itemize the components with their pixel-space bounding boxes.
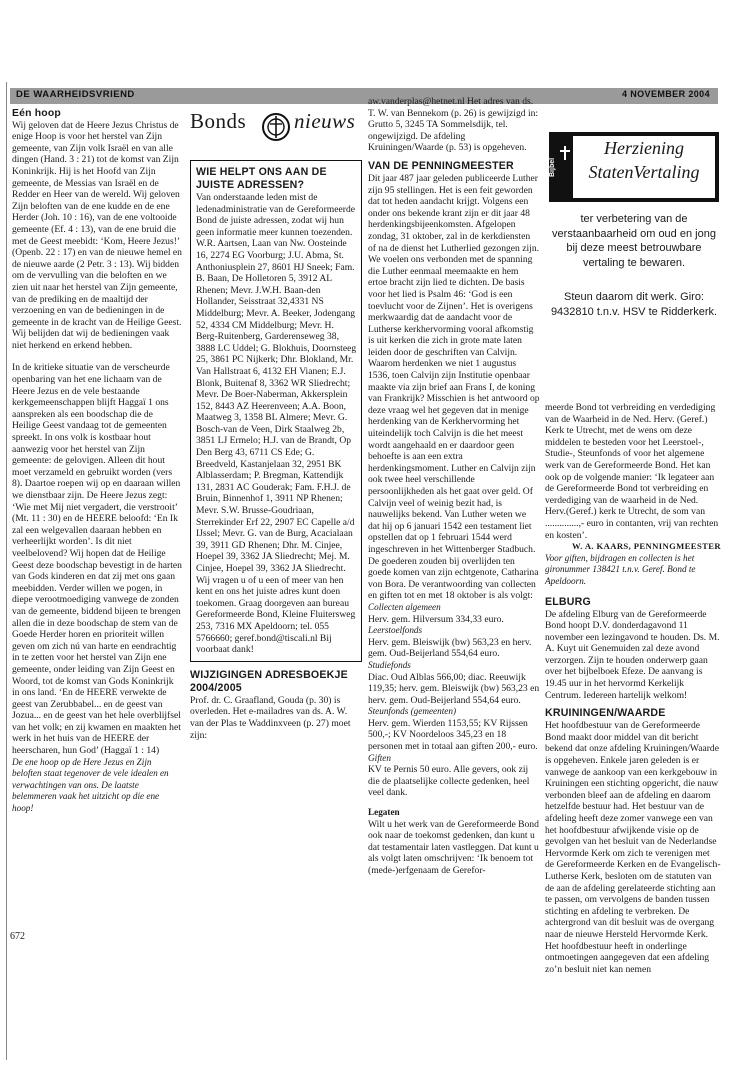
advert-title-line2: StatenVertaling xyxy=(588,162,700,182)
column-een-hoop xyxy=(12,108,182,820)
giro-note: Voor giften, bijdragen en collecten is het gironummer 138421 t.n.v. Geref. Bond te Apeldoorn. xyxy=(545,552,696,586)
signature-role: PENNINGMEESTER xyxy=(633,541,721,552)
section-title: VAN DE PENNINGMEESTER xyxy=(368,159,514,172)
issue-date: 4 NOVEMBER 2004 xyxy=(621,89,710,99)
publication-name: DE WAARHEIDSVRIEND xyxy=(16,89,135,100)
bond-logo-icon xyxy=(261,112,291,142)
fund-label: Studiefonds xyxy=(368,659,411,670)
fund-text: Diac. Oud Alblas 566,00; diac. Reeuwijk 119,35; herv. gem. Bleiswijk (bw) 563,23 en herv. gem. Oud-Beijerland 554,64 euro. xyxy=(368,671,540,706)
signature-name: W. A. KAARS, xyxy=(572,541,632,552)
signature xyxy=(545,541,721,553)
advert-title-line1: Herziening xyxy=(604,138,684,158)
page-number: 672 xyxy=(10,931,25,942)
fund-label: Collecten algemeen xyxy=(368,601,441,612)
column-elburg-kruiningen xyxy=(545,402,721,975)
cross-icon xyxy=(564,146,566,160)
advert-donation-text: Steun daarom dit werk. Giro: 9432810 t.n.v. HSV te Ridderkerk. xyxy=(550,291,718,318)
paragraph: Wij geloven dat de Heere Jezus Christus de enige Hoop is voor het herstel van Zijn gemeente, van Zijn volk Israël en van alle dingen (Hand. 3 : 21) tot de komst van Zijn Koninkrijk. Hij is het Hoofd van Zijn gemeente, de Messias van Israël en de Redder en Heer van de wereld. Wij geloven Zijn beloften van de ene kudde en de ene Herder (Joh. 10 : 16), van de ene voltooide gemeente (Ef. 4 : 13), van de ene bruid die met de Geest meebidt: ‘Kom, Heere Jezus!’ (Openb. 22 : 17) en van de nieuwe hemel en de nieuwe aarde (2 Petr. 3 : 13). Wij bidden om de vervulling van die beloften en we zien uit naar het herstel van Zijn gemeente, van de prediking en de maaltijd der verzoening en van de bedieningen in de gemeente in de kracht van de Heilige Geest. Wij belijden dat wij de bedieningen vaak niet herkend en erkend hebben. xyxy=(12,119,182,351)
bible-spine-label: Bijbel xyxy=(549,157,556,177)
masthead-word-bonds: Bonds xyxy=(190,109,247,133)
fund-label: Steunfonds (gemeenten) xyxy=(368,706,457,717)
fund-label: Giften xyxy=(368,752,391,763)
advert-text: ter verbetering van de verstaanbaarheid om oud en jong bij deze meest betrouwbare vertaling te bewaren. xyxy=(552,213,716,269)
paragraph: De afdeling Elburg van de Gereformeerde Bond hoopt D.V. donderdagavond 11 november een lezingavond te houden. Ds. M. A. Kuyt uit Genemuiden zal deze avond verzorgen. Zijn te houden onderwerp gaan over het bijbelboek Efeze. De aanvang is 19.45 uur in het hervormd Kerkelijk Centrum. Iedereen hartelijk welkom! xyxy=(545,608,720,701)
paragraph: Het hoofdbestuur van de Gereformeerde Bond maakt door middel van dit bericht bekend dat onze afdeling Kruiningen/Waarde is opgeheven. Enkele jaren geleden is er vanwege de aankoop van een kerkgebouw in Kruiningen een stichting opgericht, die nauw verbonden bleef aan de afdeling en daarom hetzelfde bestuur had. Het bestuur van de afdeling heeft deze zomer vanwege een van het hoofdbestuur afwijkende visie op de gevolgen van het besluit van de Nederlandse Hervormde Kerk om zich te verenigen met de Gereformeerde Kerken en de Evangelisch-Lutherse Kerk, besloten om de statuten van de aan de afdeling gerelateerde stichting aan te passen, om vervolgens de banden tussen stichting en afdeling te verbreken. De achtergrond van dit besluit was de overgang naar de nieuwe Hersteld Hervormde Kerk. Het hoofdbestuur heeft in onderlinge ontmoetingen aangegeven dat een afdeling zo’n besluit niet kan nemen xyxy=(545,720,721,975)
fund-text: Herv. gem. Hilversum 334,33 euro. xyxy=(368,613,504,625)
box-title: WIE HELPT ONS AAN DE JUISTE ADRESSEN? xyxy=(196,166,327,191)
masthead-word-nieuws: nieuws xyxy=(294,109,356,133)
column-bondsnieuws xyxy=(190,110,362,956)
addresses-box xyxy=(190,160,362,662)
running-header xyxy=(10,88,718,104)
closing-note: De ene hoop op de Here Jezus en Zijn beloften staat tegenover de vele idealen en verwachtingen van ons. De laatste belemmeren vaak het uitzicht op die ene hoop! xyxy=(12,756,169,814)
fund-text: KV te Pernis 50 euro. Alle gevers, ook zij die de plaatselijke collecte gedenken, heel veel dank. xyxy=(368,764,530,799)
paragraph: Wilt u het werk van de Gereformeerde Bond ook naar de toekomst gedenken, dan kunt u dat testamentair laten vastleggen. Dat kunt u als volgt laten omschrijven: ‘Ik benoem tot (mede-)erfgenaam de Gerefor- xyxy=(368,818,539,876)
paragraph: meerde Bond tot verbreiding en verdediging van de Waarheid in de Ned. Herv. (Geref.) Kerk te Utrecht, met de wens om deze middelen te besteden voor het Leerstoel-, Studie-, Steunfonds of voor het algemene werk van de Gereformeerde Bond. Het kan ook op de volgende manier: ‘Ik legateer aan de Gereformeerde Bond tot verbreiding en verdediging van de waarheid in de Ned. Herv.(Geref.) kerk te Utrecht, de som van ..............,- euro in contanten, vrij van rechten en kosten’. xyxy=(545,402,719,541)
paragraph: In de kritieke situatie van de verscheurde openbaring van het ene lichaam van de Heere Jezus en de vele bestaande kerkgemeenschappen blijft Haggaï 1 ons aanspreken als een boodschap die de Heilige Geest vandaag tot de gemeenten spreekt. In ons volk is kostbaar hout aanwezig voor het herstel van Zijn gemeente: de gelovigen. Alleen dit hout moet verzameld en gebruikt worden (vers 8). Daartoe roepen wij op en daaraan willen we dienstbaar zijn. De Heere Jezus zegt: ‘Wie met Mij niet vergadert, die verstrooit’ (Mt. 11 : 30) en de HEERE beloofd: ‘En Ik zal een welgevallen daaraan hebben en verheerlijkt worden’. Is dit niet veelbelovend? Wij hopen dat de Heilige Geest deze boodschap bevestigt in de harten van Gods kinderen en dat zij met ons gaan meebidden. Verder willen we pogen, in diepe verootmoediging vanwege de zonden van de gemeente, biddend bijeen te brengen allen die in deze boodschap de stem van de Goede Herder horen en prioriteit willen geven om zich nú van harte en eendrachtig in te zetten voor het herstel van Zijn ene gemeente, onder leiding van Zijn Geest en Woord, tot de komst van Gods Koninkrijk in ons land. ‘En de HEERE verwekte de geest van Zerubbabel... en de geest van Jozua... en de geest van het hele overblijfsel van het volk; en zij kwamen en maakten het werk in het huis van de HEERE der heerscharen, hun God’ (Haggaï 1 : 14) xyxy=(12,362,182,757)
fund-text: Herv. gem. Wierden 1153,55; KV Rijssen 500,-; KV Noordeloos 345,23 en 18 personen met in totaal aan giften 200,- euro. xyxy=(368,717,538,753)
box-text: Van onderstaande leden mist de ledenadministratie van de Gereformeerde Bond de juiste adressen, zodat wij hun geen informatie meer kunnen toezenden. W.R. Aartsen, Laan van Nw. Oosteinde 16, 2274 EG Voorburg; J.U. Abma, St. Anthoniusplein 27, 8601 HJ Sneek; Fam. B. Baan, De Holletoren 5, 3912 AL Rhenen; Mevr. J.W.H. Baan-den Hollander, Seisstraat 32,4331 NS Middelburg; Mevr. A. Beeker, Jodengang 52, 4334 CM Middelburg; Mevr. H. Berg-Ruitenberg, Garderenseweg 38, 3888 LC Uddel; G. Blokhuis, Doornsteeg 25, 3861 PC Nijkerk; Dhr. Blokland, Mr. Van Hallstraat 6, 4132 EH Vianen; E.J. Blonk, Buitenaf 8, 3362 WR Sliedrecht; Mevr. De Boer-Naberman, Akkersplein 152, 8443 AZ Heerenveen; A.A. Boon, Maatweg 3, 1358 BL Almere; Mevr. G. Bosch-van de Veen, Dirk Staalweg 2b, 3851 LJ Ermelo; H.J. van de Brandt, Op Den Berg 43, 6711 CS Ede; G. Breedveld, Kastanjelaan 32, 2951 BK Alblasserdam; P. Bregman, Kattendijk 131, 2831 AC Gouderak; Fam. F.H.J. de Bruin, Binnenhof 1, 3911 NP Rhenen; Mevr. S.W. Brusse-Goudriaan, Sterrekinder Erf 22, 2907 EC Capelle a/d IJssel; Mevr. G. van de Burg, Acacialaan 39, 3911 GD Rhenen; Dhr. M. Cinjee, Hoepel 39, 3362 JA Sliedrecht; Mej. M. Cinjee, Hoepel 39, 3362 JA Sliedrecht. Wij vragen u of u een of meer van hen kent en ons het juiste adres kunt doen toekomen. Graag doorgeven aan bureau Gereformeerde Bond, Kleine Fluitersweg 253, 7316 MX Apeldoorn; tel. 055 5766660; geref.bond@tiscali.nl Bij voorbaat dank! xyxy=(196,192,357,656)
section-title: ELBURG xyxy=(545,595,591,608)
section-title: WIJZIGINGEN ADRESBOEKJE 2004/2005 xyxy=(190,668,348,694)
column-penningmeester xyxy=(368,96,540,958)
fund-text: Herv. gem. Bleiswijk (bw) 563,23 en herv. gem. Oud-Beijerland 554,64 euro. xyxy=(368,636,532,660)
section-title: KRUININGEN/WAARDE xyxy=(545,707,666,720)
paragraph: aw.vanderplas@hetnet.nl Het adres van ds. T. W. van Bennekom (p. 26) is gewijzigd in: Grutto 5, 3245 TA Sommelsdijk, tel. ongewijzigd. De afdeling Kruiningen/Waarde (p. 53) is opgeheven. xyxy=(368,96,539,154)
cross-icon-bar xyxy=(560,150,570,152)
paragraph: Dit jaar 487 jaar geleden publiceerde Luther zijn 95 stellingen. Het is een feit geworden dat tot heden aandacht krijgt. Volgens een onder ons bekende krant zijn er dit jaar 48 herdenkingsbijeenkomsten. Afgelopen zondag, 31 oktober, zal in de kerkdiensten of na de dienst het Lutherlied gezongen zijn. We voelen ons verbonden met de spanning die Luther eenmaal meemaakte en hem ertoe bracht zijn lied te dichten. De basis voor het lied is Psalm 46: ‘God is een toevlucht voor de Zijnen’. Het is overigens merkwaardig dat de aandacht voor de Lutherse kerkhervorming vooral afkomstig is uit kerken die zich in grote mate laten leiden door de geschriften van Calvijn. Waarom herdenken we niet 1 augustus 1536, toen Calvijn zijn Institutie openbaar maakte via zijn brief aan Frans I, de koning van Frankrijk? Misschien is het antwoord op deze vraag wel het gegeven dat in menige herdenking van de Kerkhervorming het uiteindelijk toch Calvijn is die het meest wordt aangehaald en er daardoor geen behoefte is aan een extra herdenkingsmoment. Luther en Calvijn zijn ook twee heel verschillende persoonlijkheden als het gaat over geld. Of Calvijn veel of weinig bezit had, is nauwelijks bekend. Van Luther weten we dat hij op 6 januari 1542 een testament liet opstellen dat op 1 februari 1544 werd ingeschreven in het Wittenberger Stadbuch. De goederen zouden bij overlijden ten goede komen van zijn echtgenote, Catharina von Bora. De verantwoording van collecten en giften tot en met 18 oktober is als volgt: xyxy=(368,172,540,602)
hsv-advertisement xyxy=(545,132,721,395)
paragraph: Prof. dr. C. Graafland, Gouda (p. 30) is overleden. Het e-mailadres van ds. A. W. van der Plas te Waddinxveen (p. 27) moet zijn: xyxy=(190,694,351,741)
fund-label: Legaten xyxy=(368,807,400,818)
bondsnieuws-masthead xyxy=(190,110,362,152)
article-title: Eén hoop xyxy=(12,108,61,119)
margin-rule xyxy=(6,82,7,1060)
fund-label: Leerstoelfonds xyxy=(368,625,423,636)
